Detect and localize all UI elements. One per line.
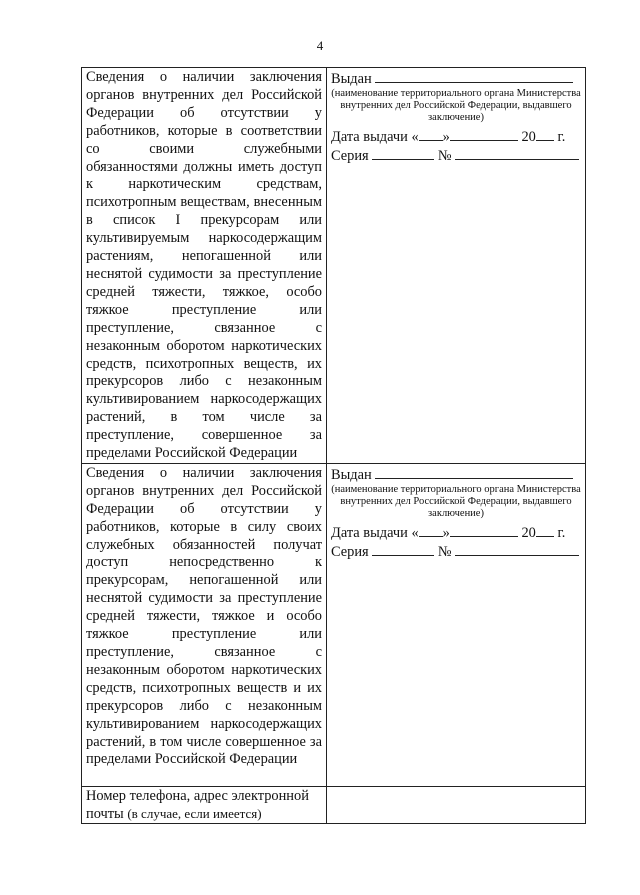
field-description-cell [82,68,327,464]
issued-note: (наименование территориального органа Министерства внутренних дел Российской Федерации, выдавшего заключение) [331,483,581,519]
number-blank[interactable] [455,542,579,556]
number-label: № [437,148,452,164]
number-blank[interactable] [455,146,579,160]
issue-date-line [331,127,581,146]
field-description: Сведения о наличии заключения органов внутренних дел Российской Федерации об отсутствии у работников, которые в силу своих служебных обязанностей получат доступ непосредственно к прекурсорам, непогашенной или неснятой судимости за преступление средней тяжести, тяжкое и особо тяжкое преступление или преступление, связанное с незаконным оборотом наркотических средств, психотропных веществ и их прекурсоров либо с незаконным культивированием наркосодержащих растений, в том числе совершенное за пределами Российской Федерации [86,464,322,768]
series-blank[interactable] [372,542,434,556]
series-number-line [331,146,581,165]
issue-date-line [331,523,581,542]
table-row [82,463,586,786]
date-open-quote: « [411,524,419,541]
issued-line [331,69,581,88]
month-blank[interactable] [450,127,518,141]
phone-email-value-cell[interactable] [327,786,586,823]
issued-by-blank[interactable] [375,465,573,479]
issued-by-blank[interactable] [375,69,573,83]
date-label: Дата выдачи [331,524,408,541]
issued-label: Выдан [331,466,372,483]
year-blank[interactable] [536,127,554,141]
field-value-cell[interactable] [327,68,586,464]
table-row [82,68,586,464]
series-label: Серия [331,543,369,560]
year-blank[interactable] [536,523,554,537]
number-label: № [437,543,452,560]
date-close-quote: » [442,524,450,541]
application-form-table [81,67,586,824]
field-description-cell [82,463,327,786]
phone-email-note: (в случае, если имеется) [127,805,262,821]
phone-email-label-cell [82,786,327,823]
table-row [82,786,586,823]
day-blank[interactable] [419,523,443,537]
year-prefix: 20 [521,524,536,541]
series-blank[interactable] [372,146,434,160]
page-number: 4 [316,38,324,53]
date-close-quote: » [442,129,450,145]
year-suffix: г. [557,524,566,541]
year-suffix: г. [557,129,566,145]
issued-note: (наименование территориального органа Министерства внутренних дел Российской Федерации, выдавшего заключение) [331,88,581,123]
field-description: Сведения о наличии заключения органов внутренних дел Российской Федерации об отсутствии у работников, которые в соответствии со своими служебными обязанностями должны иметь доступ к наркотическим средствам, психотропным веществам, внесенным в список I прекурсорам или культивируемым наркосодержащим растениям, непогашенной или неснятой судимости за преступление средней тяжести, тяжкое, особо тяжкое преступление или преступление, связанное с незаконным оборотом наркотических средств, психотропных веществ, их прекурсоров либо с незаконным культивированием наркосодержащих растений, в том числе за преступление, совершенное за пределами Российской Федерации [86,69,322,462]
phone-email-label [86,788,322,823]
series-label: Серия [331,148,369,164]
year-prefix: 20 [521,129,536,145]
issued-line [331,465,581,484]
day-blank[interactable] [419,127,443,141]
month-blank[interactable] [450,523,518,537]
date-open-quote: « [411,129,419,145]
field-value-cell[interactable] [327,463,586,786]
date-label: Дата выдачи [331,129,408,145]
phone-email-label-text: Номер телефона, адрес электронной почты [86,787,309,822]
issued-label: Выдан [331,71,372,87]
series-number-line [331,542,581,561]
